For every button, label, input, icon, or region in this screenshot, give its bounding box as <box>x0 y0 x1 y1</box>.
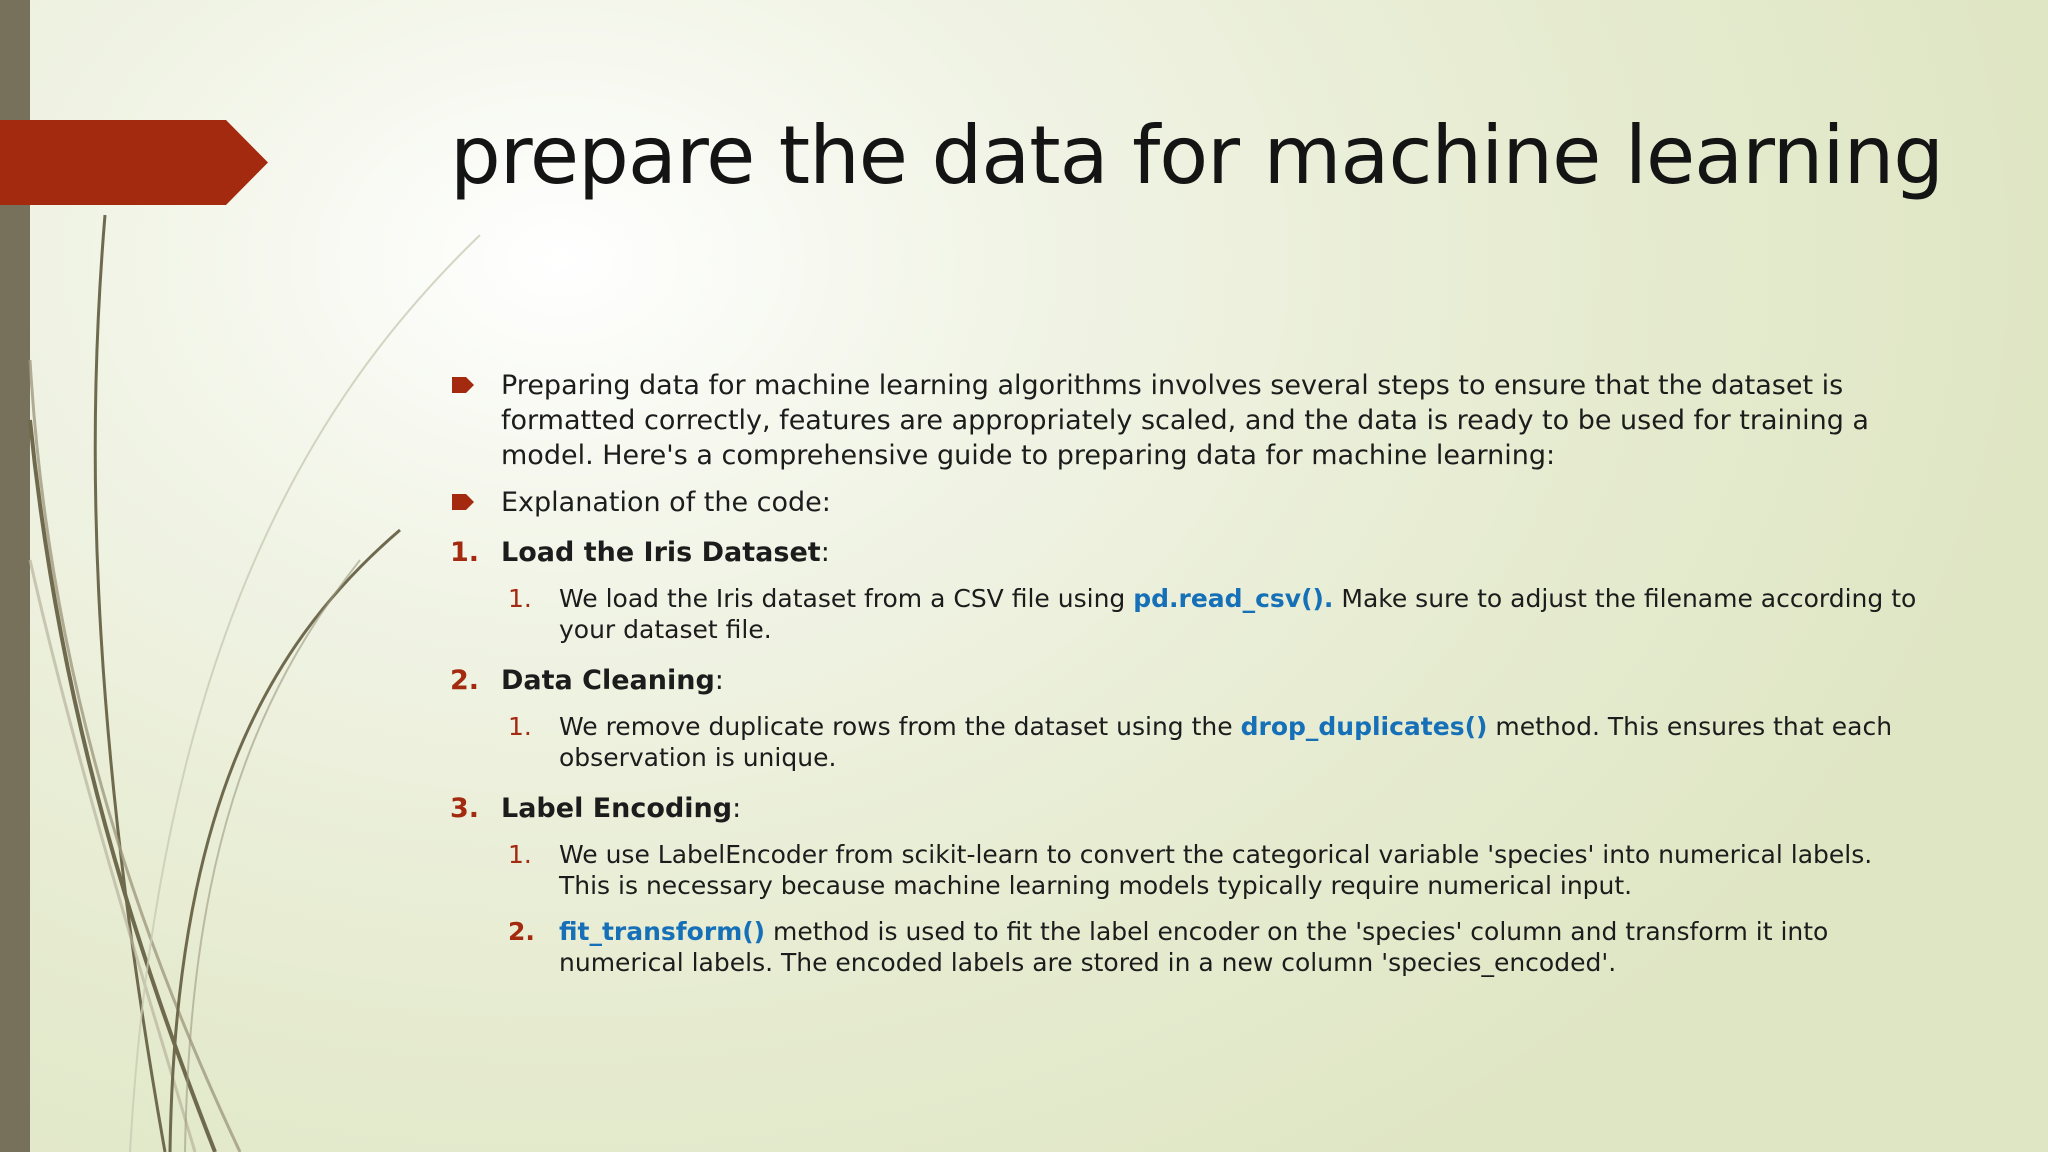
step-detail <box>508 711 1920 773</box>
step-number: 1. <box>450 537 480 568</box>
detail-text: We remove duplicate rows from the dataset using the <box>559 712 1241 741</box>
step-title: Label Encoding <box>501 793 733 824</box>
decorative-stems <box>0 0 520 1152</box>
bullet-text: Explanation of the code: <box>501 487 831 518</box>
step-number: 3. <box>450 793 480 824</box>
detail-number: 1. <box>508 840 532 869</box>
step-title: Data Cleaning <box>501 665 715 696</box>
bullet-item <box>450 368 1920 473</box>
detail-number: 2. <box>508 917 535 946</box>
step-detail <box>508 583 1920 645</box>
step-detail <box>508 839 1920 901</box>
detail-text: method is used to fit the label encoder on the 'species' column and transform it into numerical labels. The encoded labels are stored in a new column 'species_encoded'. <box>559 917 1829 977</box>
slide-content <box>450 368 1920 978</box>
step-title: Load the Iris Dataset <box>501 537 821 568</box>
detail-text: Make sure to adjust the filename according to your dataset file. <box>559 584 1917 644</box>
arrow-bullet-icon <box>452 377 474 393</box>
code-snippet: drop_duplicates() <box>1240 712 1488 741</box>
code-snippet: pd.read_csv(). <box>1133 584 1334 613</box>
detail-text: We load the Iris dataset from a CSV file using <box>559 584 1134 613</box>
detail-number: 1. <box>508 712 532 741</box>
code-snippet: fit_transform() <box>559 917 766 946</box>
step-item <box>450 663 1920 698</box>
step-colon: : <box>714 665 724 696</box>
detail-text: We use LabelEncoder from scikit-learn to convert the categorical variable 'species' into numerical labels. This is necessary because machine learning models typically require numerical input. <box>559 840 1873 900</box>
detail-text: method. This ensures that each observation is unique. <box>559 712 1893 772</box>
step-colon: : <box>732 793 742 824</box>
step-colon: : <box>820 537 830 568</box>
step-item <box>450 791 1920 826</box>
step-number: 2. <box>450 665 480 696</box>
bullet-item <box>450 485 1920 520</box>
slide-title: prepare the data for machine learning <box>450 109 1944 202</box>
step-detail <box>508 916 1920 978</box>
bullet-text: Preparing data for machine learning algorithms involves several steps to ensure that the dataset is formatted correctly, features are appropriately scaled, and the data is ready to be used for training a model. Here's a comprehensive guide to preparing data for machine learning: <box>501 370 1869 471</box>
step-item <box>450 535 1920 570</box>
arrow-bullet-icon <box>452 494 474 510</box>
detail-number: 1. <box>508 584 532 613</box>
